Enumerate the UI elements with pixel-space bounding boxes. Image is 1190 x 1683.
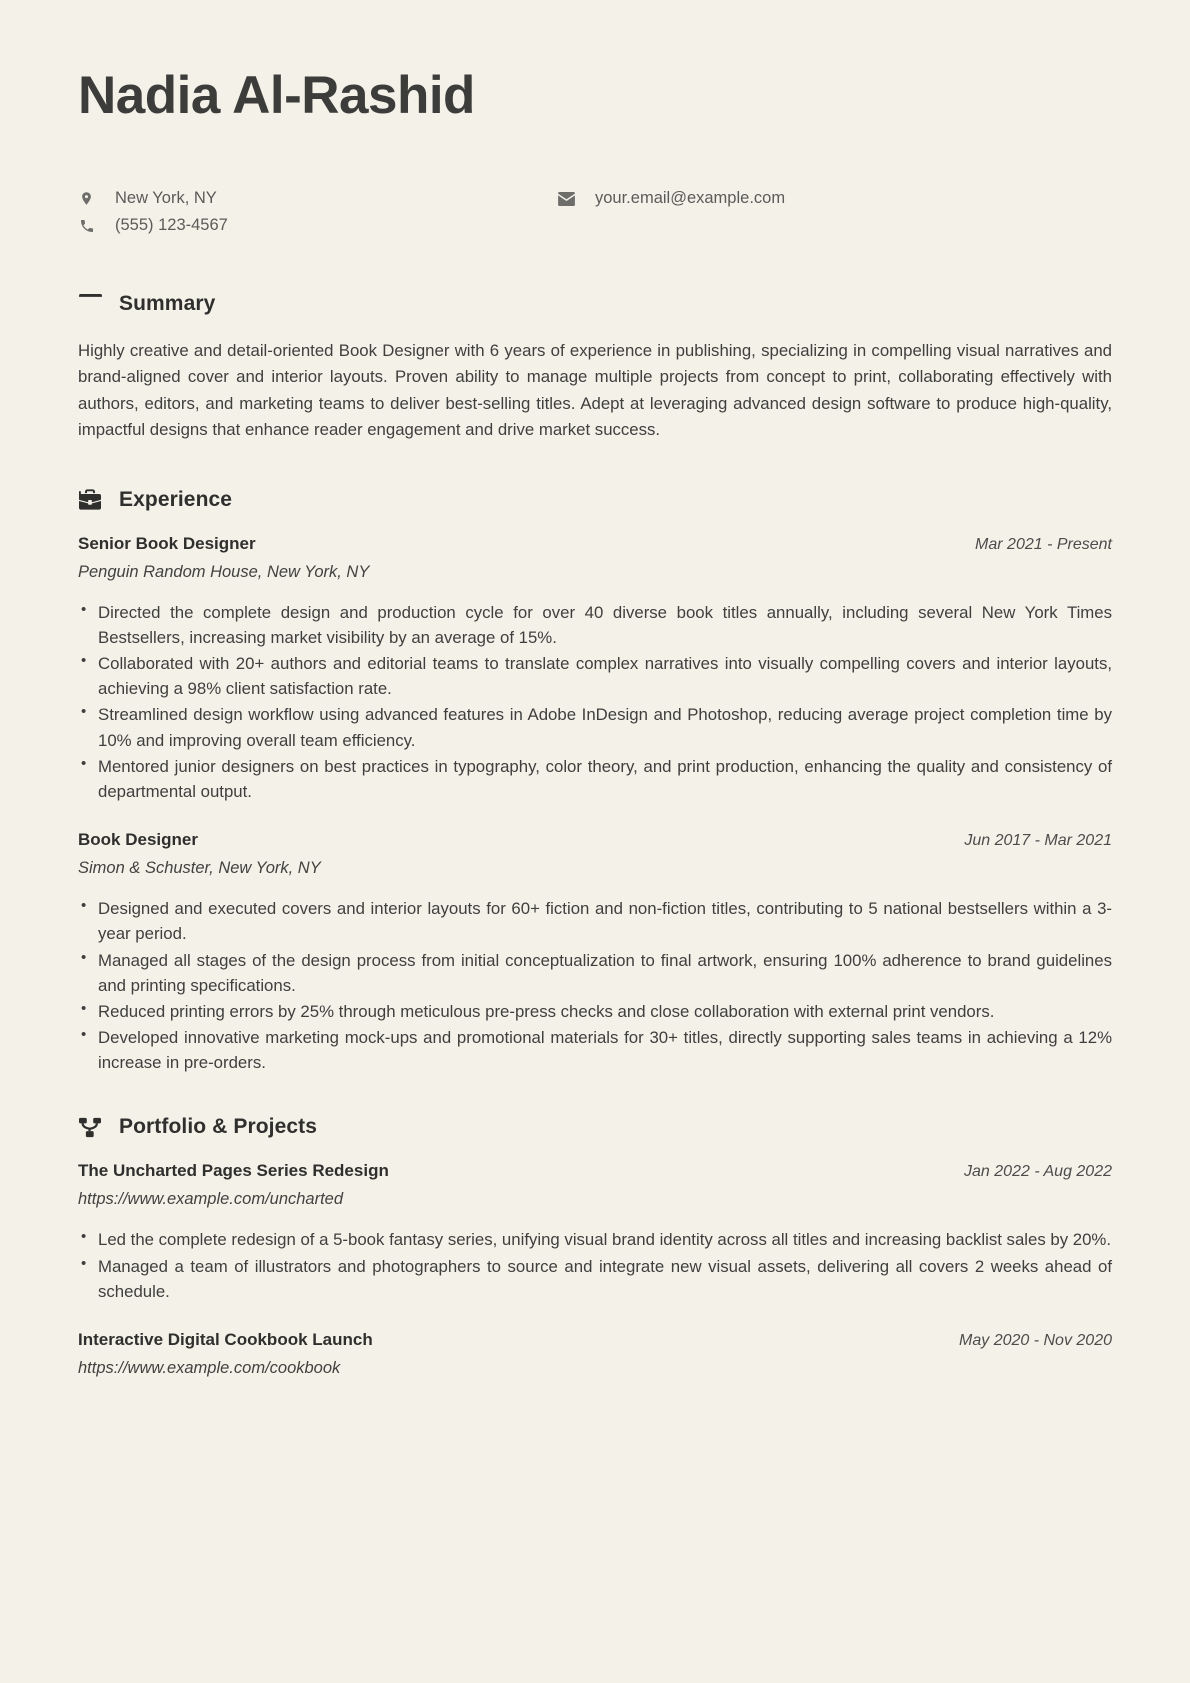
- contact-email: [558, 189, 1112, 209]
- contact-location-value: New York, NY: [115, 188, 217, 207]
- section-summary-title: Summary: [119, 291, 216, 315]
- list-item: • Collaborated with 20+ authors and editorial teams to translate complex narratives into visually compelling covers and interior layouts, achieving a 98% client satisfaction rate.: [78, 651, 1112, 701]
- summary-text: Highly creative and detail-oriented Book Designer with 6 years of experience in publishing, specializing in compelling visual narratives and brand-aligned cover and interior layouts. Proven ability to manage multiple projects from concept to print, collaborating effectively with authors, editors, and marketing teams to deliver best-selling titles. Adept at leveraging advanced design software to produce high-quality, impactful designs that enhance reader engagement and drive market success.: [78, 340, 1112, 440]
- experience-company: Simon & Schuster, New York, NY: [78, 859, 321, 878]
- phone-icon: [78, 217, 95, 234]
- experience-company: Penguin Random House, New York, NY: [78, 562, 370, 581]
- section-portfolio-title: Portfolio & Projects: [119, 1115, 318, 1139]
- experience-bullet-list: [78, 600, 1112, 805]
- section-summary-header: [78, 292, 1112, 316]
- list-item: • Developed innovative marketing mock-ups and promotional materials for 30+ titles, directly supporting sales teams in achieving a 12% increase in pre-orders.: [78, 1025, 1112, 1075]
- contact-location: [78, 189, 558, 209]
- list-item: • Designed and executed covers and interior layouts for 60+ fiction and non-fiction titles, contributing to 5 national bestsellers within a 3-year period.: [78, 896, 1112, 946]
- portfolio-entry: [78, 1161, 1112, 1304]
- contact-phone: [78, 216, 558, 236]
- portfolio-project-date: Jan 2022 - Aug 2022: [964, 1163, 1112, 1181]
- experience-job-title: Senior Book Designer: [78, 533, 256, 553]
- experience-job-title: Book Designer: [78, 830, 198, 850]
- section-experience-title: Experience: [119, 487, 233, 511]
- sitemap-icon: [78, 1115, 102, 1139]
- list-item: • Directed the complete design and production cycle for over 40 diverse book titles annually, including several New York Times Bestsellers, increasing market visibility by an average of 15%.: [78, 600, 1112, 650]
- portfolio-project-title: The Uncharted Pages Series Redesign: [78, 1161, 389, 1181]
- experience-entry: [78, 534, 1112, 805]
- contact-column-right: [558, 189, 1112, 236]
- envelope-icon: [558, 190, 575, 207]
- experience-entry-header: [78, 830, 1112, 850]
- briefcase-icon: [78, 488, 102, 512]
- contact-block: [78, 189, 1112, 236]
- experience-job-date: Jun 2017 - Mar 2021: [964, 832, 1112, 850]
- portfolio-project-date: May 2020 - Nov 2020: [959, 1332, 1112, 1350]
- experience-bullet-list: [78, 896, 1112, 1075]
- experience-entry: [78, 830, 1112, 1075]
- contact-column-left: [78, 189, 558, 236]
- list-item: • Led the complete redesign of a 5-book fantasy series, unifying visual brand identity across all titles and increasing backlist sales by 20%.: [78, 1227, 1112, 1252]
- section-experience-header: [78, 488, 1112, 512]
- list-item: • Streamlined design workflow using advanced features in Adobe InDesign and Photoshop, reducing average project completion time by 10% and improving overall team efficiency.: [78, 702, 1112, 752]
- portfolio-entry-header: [78, 1161, 1112, 1181]
- section-portfolio: [78, 1115, 1112, 1378]
- id-card-icon: [78, 292, 102, 316]
- page-title: Nadia Al-Rashid: [78, 66, 475, 125]
- list-item: • Reduced printing errors by 25% through meticulous pre-press checks and close collaboration with external print vendors.: [78, 999, 1112, 1024]
- experience-entry-header: [78, 534, 1112, 554]
- map-pin-icon: [78, 190, 95, 207]
- contact-phone-value: (555) 123-4567: [115, 215, 228, 234]
- list-item: • Managed a team of illustrators and photographers to source and integrate new visual assets, delivering all covers 2 weeks ahead of schedule.: [78, 1254, 1112, 1304]
- list-item: • Mentored junior designers on best practices in typography, color theory, and print production, enhancing the quality and consistency of departmental output.: [78, 754, 1112, 804]
- portfolio-project-url[interactable]: https://www.example.com/cookbook: [78, 1359, 341, 1378]
- portfolio-entry-header: [78, 1330, 1112, 1350]
- portfolio-project-title: Interactive Digital Cookbook Launch: [78, 1330, 373, 1350]
- section-portfolio-header: [78, 1115, 1112, 1139]
- experience-job-date: Mar 2021 - Present: [975, 535, 1112, 553]
- portfolio-project-url[interactable]: https://www.example.com/uncharted: [78, 1190, 344, 1209]
- portfolio-entry: [78, 1330, 1112, 1378]
- section-experience: [78, 488, 1112, 1076]
- contact-email-value: your.email@example.com: [595, 188, 786, 207]
- list-item: • Managed all stages of the design process from initial conceptualization to final artwork, ensuring 100% adherence to brand guidelines and printing specifications.: [78, 948, 1112, 998]
- section-summary: [78, 292, 1112, 444]
- portfolio-bullet-list: [78, 1227, 1112, 1304]
